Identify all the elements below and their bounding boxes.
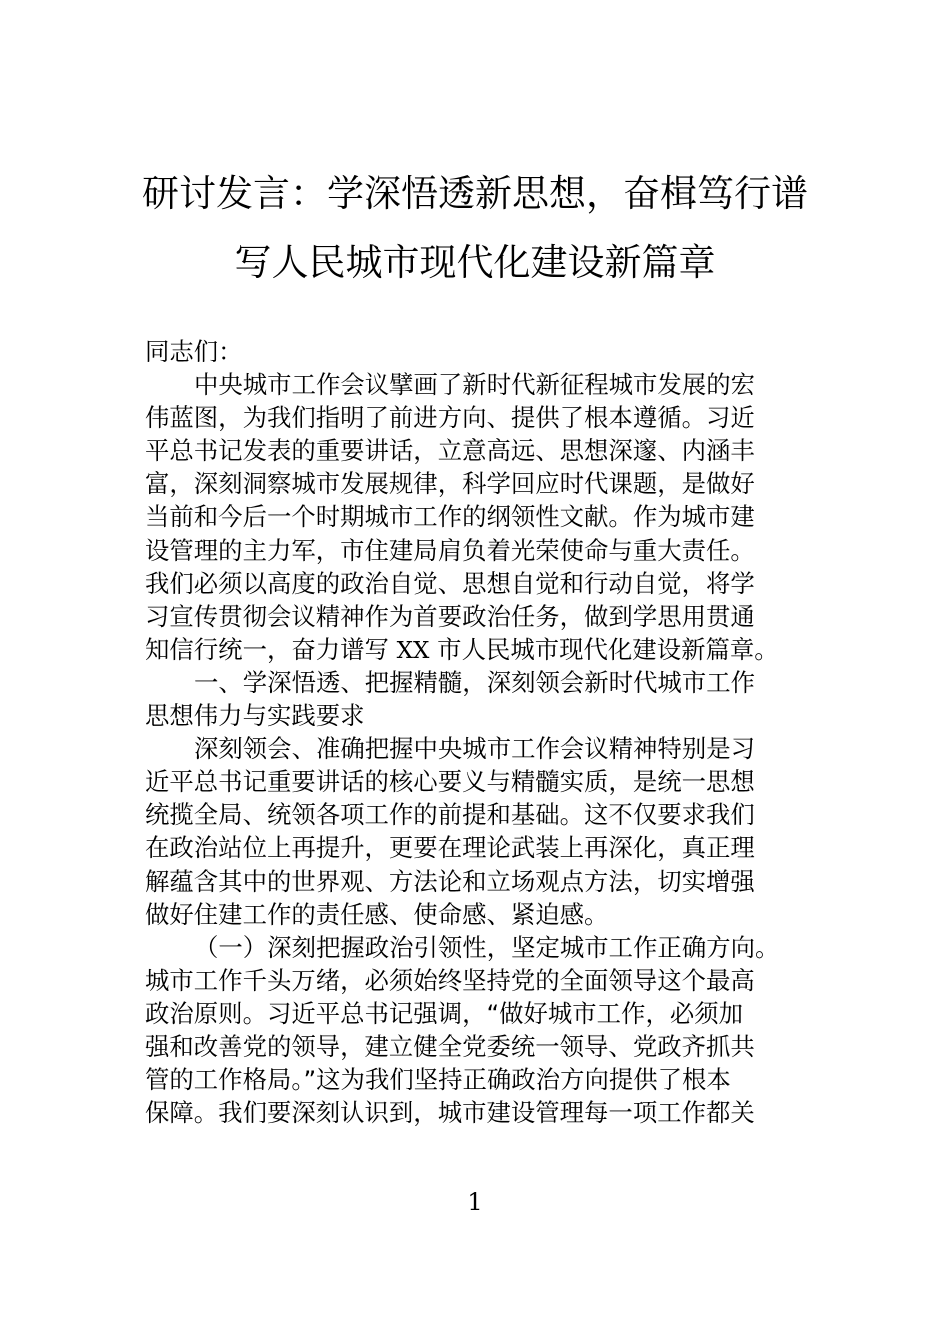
text-segment: 知信行统一，奋力谱写 — [145, 634, 397, 664]
paragraph-line: 深刻领会、准确把握中央城市工作会议精神特别是习 — [194, 734, 755, 764]
paragraph-line: 在政治站位上再提升，更要在理论武装上再深化，真正理 — [145, 833, 755, 863]
document-title-line-2: 写人民城市现代化建设新篇章 — [234, 241, 716, 284]
paragraph-line: 管的工作格局。”这为我们坚持正确政治方向提供了根本 — [145, 1065, 731, 1095]
paragraph-line: 习宣传贯彻会议精神作为首要政治任务，做到学思用贯通 — [145, 601, 755, 631]
paragraph-line: 当前和今后一个时期城市工作的纲领性文献。作为城市建 — [145, 502, 755, 532]
paragraph-line: 中央城市工作会议擘画了新时代新征程城市发展的宏 — [194, 370, 755, 400]
paragraph-line: 富，深刻洞察城市发展规律，科学回应时代课题，是做好 — [145, 469, 755, 499]
paragraph-line: 平总书记发表的重要讲话，立意高远、思想深邃、内涵丰 — [145, 436, 755, 466]
paragraph-line: 设管理的主力军，市住建局肩负着光荣使命与重大责任。 — [145, 535, 755, 565]
salutation: 同志们： — [145, 337, 243, 366]
paragraph-line: 做好住建工作的责任感、使命感、紧迫感。 — [145, 899, 609, 929]
paragraph-line: 城市工作千头万绪，必须始终坚持党的全面领导这个最高 — [145, 965, 755, 995]
paragraph-line — [145, 633, 815, 666]
document-body — [145, 335, 815, 1129]
text-segment: 市人民城市现代化建设新篇章。 — [429, 634, 779, 664]
paragraph-line: 我们必须以高度的政治自觉、思想自觉和行动自觉，将学 — [145, 568, 755, 598]
paragraph-line: 统揽全局、统领各项工作的前提和基础。这不仅要求我们 — [145, 800, 755, 830]
paragraph-line: 解蕴含其中的世界观、方法论和立场观点方法，切实增强 — [145, 866, 755, 896]
paragraph-line: 伟蓝图，为我们指明了前进方向、提供了根本遵循。习近 — [145, 403, 755, 433]
paragraph-line: （一）深刻把握政治引领性，坚定城市工作正确方向。 — [194, 932, 780, 962]
city-placeholder: XX — [396, 637, 430, 664]
section-heading-line: 一、学深悟透、把握精髓，深刻领会新时代城市工作 — [194, 667, 755, 697]
paragraph-line: 强和改善党的领导，建立健全党委统一领导、党政齐抓共 — [145, 1031, 755, 1061]
document-title-line-1: 研讨发言：学深悟透新思想，奋楫笃行谱 — [142, 172, 808, 215]
paragraph-line: 保障。我们要深刻认识到，城市建设管理每一项工作都关 — [145, 1098, 755, 1128]
section-heading-line: 思想伟力与实践要求 — [145, 701, 365, 731]
paragraph-line: 近平总书记重要讲话的核心要义与精髓实质，是统一思想 — [145, 767, 755, 797]
paragraph-line: 政治原则。习近平总书记强调，“做好城市工作，必须加 — [145, 998, 744, 1028]
page-number: 1 — [467, 1188, 483, 1216]
